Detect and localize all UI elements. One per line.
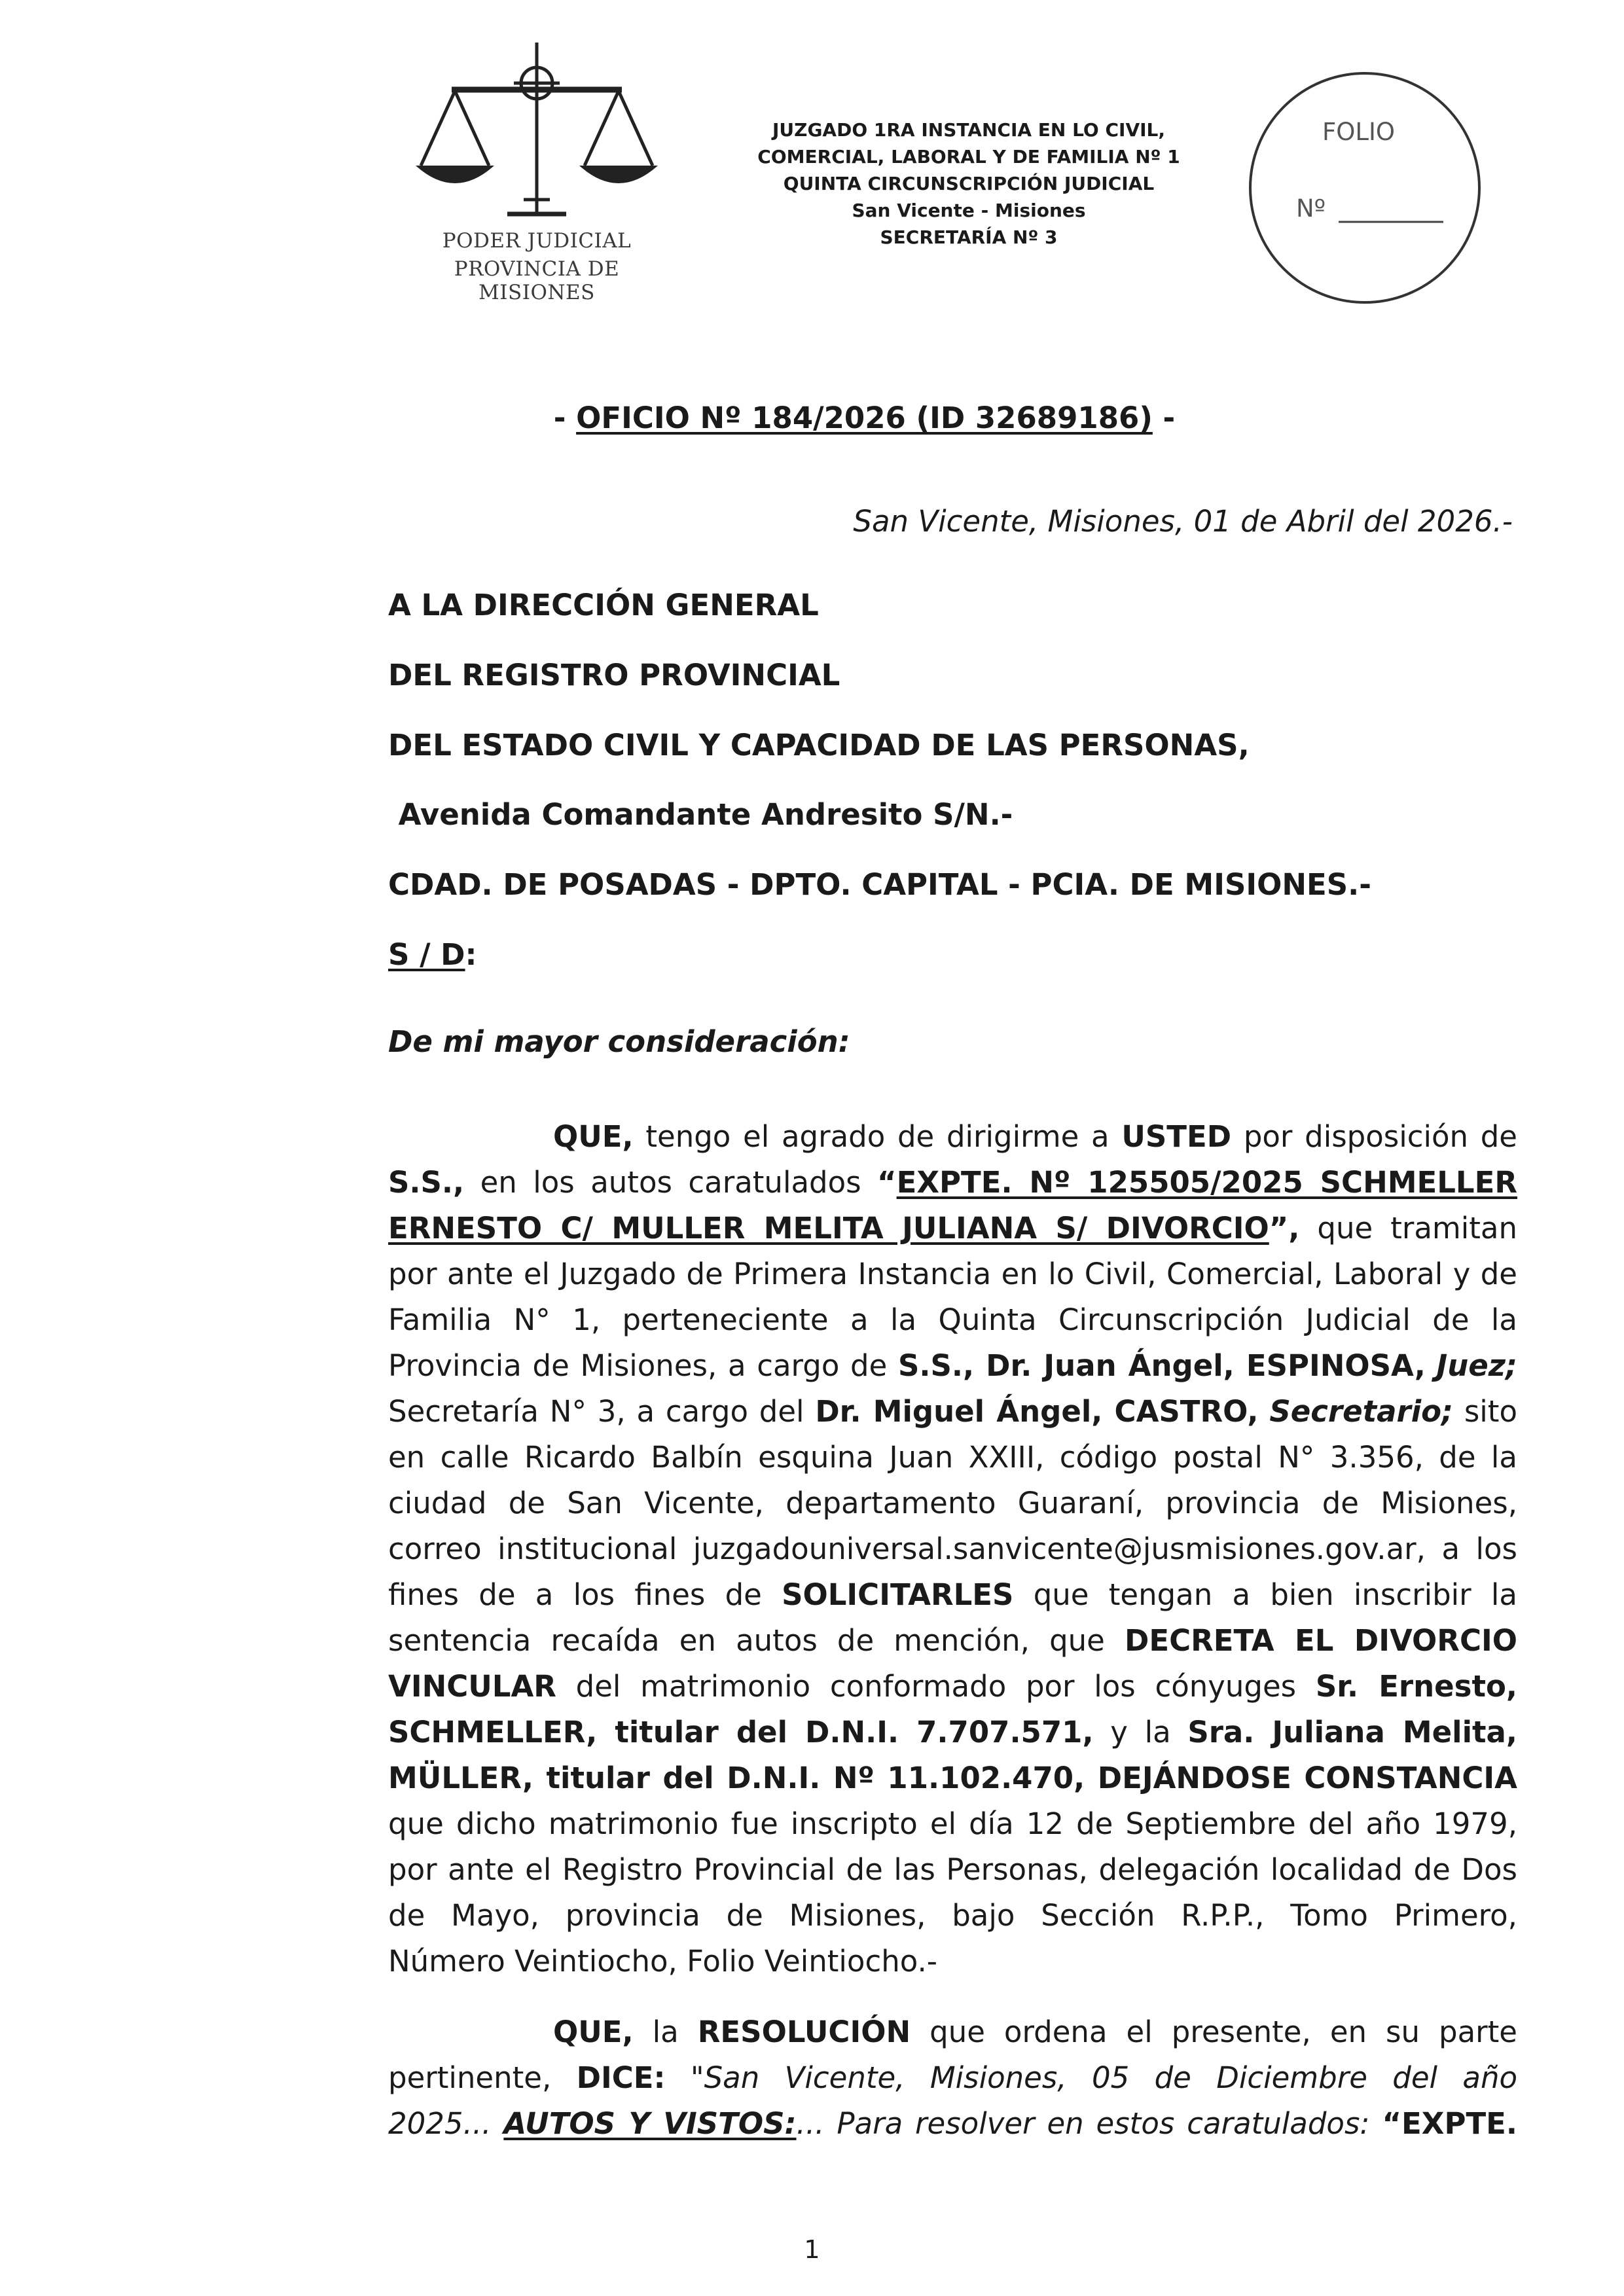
text-line: QUE, tengo el agrado de dirigirme a USTED por disposición de — [553, 1119, 1517, 1154]
folio-label: FOLIO — [1322, 118, 1396, 146]
sd-label: S / D — [388, 937, 465, 972]
recipient-sd — [388, 937, 477, 972]
body-paragraph-1 — [388, 1114, 1517, 1984]
recipient-line-1: A LA DIRECCIÓN GENERAL — [388, 588, 819, 622]
stamp-circle-icon — [1247, 70, 1483, 306]
body-paragraph-2 — [388, 2009, 1517, 2147]
page-number: 1 — [804, 2235, 820, 2264]
text-line: Secretaría N° 3, a cargo del Dr. Miguel Ángel, CASTRO, Secretario; sito — [388, 1394, 1517, 1429]
text-line: Número Veintiocho, Folio Veintiocho.- — [388, 1944, 938, 1979]
document-title — [0, 401, 1624, 435]
recipient-address: Avenida Comandante Andresito S/N.- — [388, 797, 1013, 832]
scales-of-justice-icon — [403, 43, 671, 239]
text-line: en calle Ricardo Balbín esquina Juan XXIII, código postal N° 3.356, de la — [388, 1440, 1517, 1475]
text-line: SCHMELLER, titular del D.N.I. 7.707.571, y la Sra. Juliana Melita, — [388, 1715, 1517, 1749]
recipient-city: CDAD. DE POSADAS - DPTO. CAPITAL - PCIA. DE MISIONES.- — [388, 867, 1371, 902]
folio-stamp — [1247, 70, 1483, 306]
court-header — [687, 117, 1250, 251]
text-line: sentencia recaída en autos de mención, que DECRETA EL DIVORCIO — [388, 1623, 1517, 1658]
text-line: por ante el Registro Provincial de las Personas, delegación localidad de Dos — [388, 1852, 1517, 1887]
text-line: ERNESTO C/ MULLER MELITA JULIANA S/ DIVORCIO”, que tramitan — [388, 1211, 1517, 1246]
title-prefix: - — [553, 401, 577, 435]
text-line: Familia N° 1, perteneciente a la Quinta Circunscripción Judicial de la — [388, 1302, 1517, 1337]
text-line: de Mayo, provincia de Misiones, bajo Sección R.P.P., Tomo Primero, — [388, 1898, 1517, 1933]
text-line: S.S., en los autos caratulados “EXPTE. Nº 125505/2025 SCHMELLER — [388, 1165, 1517, 1200]
logo-caption-line1: PODER JUDICIAL — [442, 229, 632, 253]
text-line: por ante el Juzgado de Primera Instancia en lo Civil, Comercial, Laboral y de — [388, 1257, 1517, 1291]
sd-colon: : — [465, 937, 477, 972]
text-line: VINCULAR del matrimonio conformado por los cónyuges Sr. Ernesto, — [388, 1669, 1517, 1704]
court-line-3: QUINTA CIRCUNSCRIPCIÓN JUDICIAL — [783, 173, 1155, 194]
text-line: fines de a los fines de SOLICITARLES que tengan a bien inscribir la — [388, 1577, 1517, 1612]
title-suffix: - — [1152, 401, 1176, 435]
recipient-line-3: DEL ESTADO CIVIL Y CAPACIDAD DE LAS PERSONAS, — [388, 728, 1250, 762]
text-line: correo institucional juzgadouniversal.sanvicente@jusmisiones.gov.ar, a los — [388, 1532, 1517, 1566]
oficio-number: OFICIO Nº 184/2026 (ID 32689186) — [576, 401, 1153, 435]
text-line: MÜLLER, titular del D.N.I. Nº 11.102.470, DEJÁNDOSE CONSTANCIA — [388, 1761, 1517, 1795]
text-line: ciudad de San Vicente, departamento Guaraní, provincia de Misiones, — [388, 1486, 1517, 1520]
recipient-line-2: DEL REGISTRO PROVINCIAL — [388, 658, 840, 692]
text-line: QUE, la RESOLUCIÓN que ordena el presente, en su parte — [553, 2015, 1517, 2049]
folio-number-label: Nº — [1296, 194, 1326, 223]
court-line-2: COMERCIAL, LABORAL Y DE FAMILIA Nº 1 — [757, 146, 1180, 168]
text-line: que dicho matrimonio fue inscripto el día 12 de Septiembre del año 1979, — [388, 1806, 1517, 1841]
text-line: pertinente, DICE: "San Vicente, Misiones, 05 de Diciembre del año — [388, 2060, 1518, 2095]
text-line: 2025... AUTOS Y VISTOS:... Para resolver en estos caratulados: “EXPTE. — [388, 2106, 1517, 2141]
text-line: Provincia de Misiones, a cargo de S.S., Dr. Juan Ángel, ESPINOSA, Juez; — [388, 1348, 1517, 1383]
poder-judicial-logo — [403, 43, 671, 304]
greeting: De mi mayor consideración: — [388, 1024, 850, 1059]
document-date: San Vicente, Misiones, 01 de Abril del 2026.- — [853, 504, 1513, 539]
logo-caption-line2: PROVINCIA DE MISIONES — [454, 257, 620, 304]
court-line-1: JUZGADO 1RA INSTANCIA EN LO CIVIL, — [772, 119, 1166, 141]
court-line-4: San Vicente - Misiones — [852, 200, 1086, 221]
court-line-5: SECRETARÍA Nº 3 — [880, 226, 1058, 248]
